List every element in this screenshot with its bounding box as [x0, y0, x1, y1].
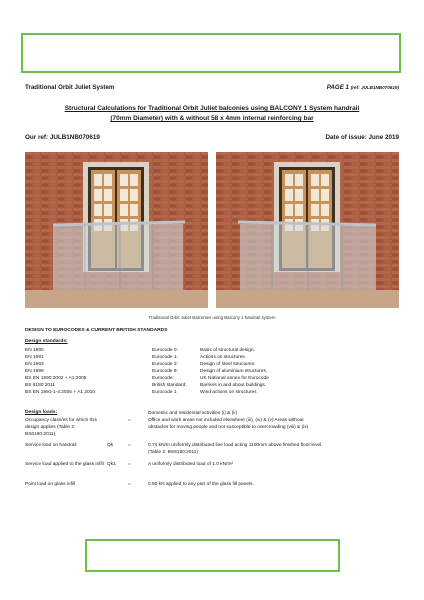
photo-caption: Traditional Orbit Juliet Balconies using Balcony 1 handrail system — [148, 315, 276, 320]
standard-row — [25, 375, 405, 382]
top-logo-frame — [21, 33, 401, 73]
document-title-line-1: Structural Calculations for Traditional Orbit Juliet balconies using BALCONY 1 System handrail — [64, 105, 360, 112]
load-label: Occupancy class/es for which this design applies (Table 2: BS6180:2011) — [25, 418, 97, 437]
standard-desc: Wind actions on structures — [200, 390, 257, 395]
loads-heading: Design loads: — [25, 410, 58, 415]
standard-desc: Basis of structural design. — [200, 348, 255, 353]
load-desc: 0.50 kN applied to any part of the glass fill panels. — [148, 482, 254, 487]
standard-name: Eurocode 1 — [152, 390, 177, 395]
standard-desc: Design of aluminium structures. — [200, 369, 268, 374]
standard-row — [25, 361, 405, 368]
design-heading: DESIGN TO EUROCODES & CURRENT BRITISH STANDARDS — [25, 328, 168, 333]
standard-code: EN 1993 — [25, 362, 44, 367]
standards-heading: Design standards: — [25, 339, 68, 344]
bottom-logo-frame — [85, 539, 340, 572]
standard-code: EN 1999 — [25, 369, 44, 374]
balcony-photo-left — [25, 152, 208, 308]
standard-row — [25, 368, 405, 375]
standard-name: British standard: — [152, 383, 187, 388]
issue-date: Date of issue: June 2019 — [325, 134, 399, 141]
standard-name: Eurocode: — [152, 376, 174, 381]
standard-row — [25, 382, 405, 389]
standard-desc: Actions on structures. — [200, 355, 247, 360]
load-symbol: Qk1 — [107, 462, 116, 467]
load-symbol: Qk — [107, 443, 114, 448]
load-equals: = — [128, 443, 131, 448]
standard-row — [25, 347, 405, 354]
standard-name: Eurocode 3: — [152, 362, 178, 367]
standard-code: EN 1990 — [25, 348, 44, 353]
page-label: PAGE 1 — [326, 84, 349, 91]
load-equals: = — [128, 482, 131, 487]
standard-desc: UK National annex for Eurocode — [200, 376, 269, 381]
standard-code: EN 1991 — [25, 355, 44, 360]
standard-name: Eurocode 1: — [152, 355, 178, 360]
standard-code: BS EN 1991-1-4:2005 + A1 2010 — [25, 390, 96, 395]
standard-name: Eurocode 9: — [152, 369, 178, 374]
our-reference: Our ref: JULB1NB070619 — [25, 134, 100, 141]
document-title-line-2: (70mm Diameter) with & without 58 x 4mm internal reinforcing bar — [110, 115, 314, 122]
page-ref: (ref: JULB1NB070619) — [350, 85, 399, 90]
standard-code: BS EN 1990:2002 + A1:2005 — [25, 376, 87, 381]
document-system-name: Traditional Orbit Juliet System — [25, 84, 115, 91]
standard-row — [25, 389, 405, 396]
balcony-photo-right — [216, 152, 399, 308]
standard-desc: Barriers in and about buildings. — [200, 383, 267, 388]
load-desc: Office and work areas not included elsewhere (iii), (iv) & (v) Areas without obstacles for moving people and not susceptible to overcrowding (viii) & (ix) — [148, 418, 309, 430]
standard-row — [25, 354, 405, 361]
load-equals: = — [128, 418, 131, 423]
load-label: Service load on handrail — [25, 443, 77, 448]
page-number — [327, 84, 399, 91]
standard-code: BS 6180:2011 — [25, 383, 56, 388]
load-desc: 0.74 kN/m uniformly distributed line load acting 1100mm above finished floor level. (Table 2: BS6180:2011) — [148, 443, 323, 455]
load-desc: Domestic and residential activities (i) & (ii) — [148, 411, 238, 416]
load-label: Service load applied to the glass infill — [25, 462, 104, 467]
standard-desc: Design of steel structures. — [200, 362, 256, 367]
load-label: Point load on glass infill — [25, 482, 76, 487]
load-desc: A uniformly distributed load of 1.0 kN/m² — [148, 462, 234, 467]
load-equals: = — [128, 462, 131, 467]
standard-name: Eurocode 0: — [152, 348, 178, 353]
